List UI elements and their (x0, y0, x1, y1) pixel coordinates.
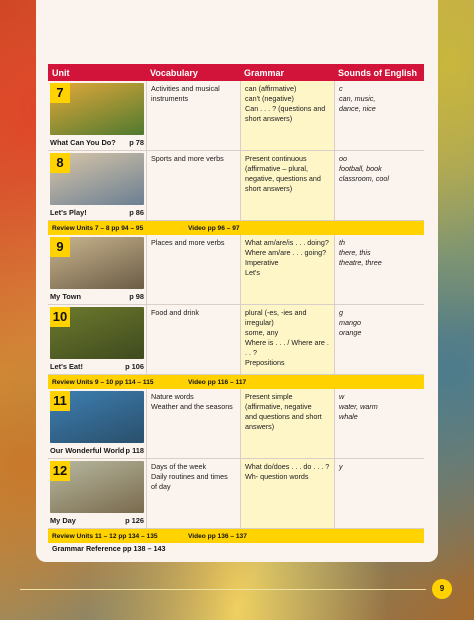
video-link[interactable]: Video pp 96 – 97 (188, 224, 240, 232)
grammar-line: short answers) (245, 184, 293, 193)
footer-line (20, 589, 426, 590)
grammar-cell (240, 389, 334, 458)
table-row (48, 81, 424, 151)
vocabulary-line: Weather and the seasons (151, 402, 233, 411)
vocabulary-line: instruments (151, 94, 189, 103)
vocabulary-cell (146, 151, 240, 220)
sounds-line: orange (339, 328, 362, 337)
header-vocabulary: Vocabulary (150, 67, 198, 78)
unit-title-text: Let's Eat! (50, 362, 83, 371)
table-header (48, 64, 424, 81)
vocabulary-cell (146, 305, 240, 374)
grammar-line: Wh- question words (245, 472, 309, 481)
unit-cell[interactable] (48, 81, 146, 150)
grammar-line: (affirmative, negative (245, 402, 312, 411)
grammar-line: Let's (245, 268, 260, 277)
grammar-line: Where is . . . / Where are . . . ? (245, 338, 329, 357)
vocabulary-cell (146, 459, 240, 528)
video-link[interactable]: Video pp 136 – 137 (188, 532, 247, 540)
header-grammar: Grammar (244, 67, 285, 78)
unit-title (50, 362, 144, 372)
vocabulary-line: of day (151, 482, 171, 491)
grammar-line: Can . . . ? (questions and (245, 104, 326, 113)
page-number: 9 (432, 579, 452, 599)
vocabulary-cell (146, 81, 240, 150)
sounds-line: c (339, 84, 343, 93)
vocabulary-line: Days of the week (151, 462, 207, 471)
review-bar[interactable] (48, 375, 424, 389)
grammar-line: irregular) (245, 318, 274, 327)
grammar-cell (240, 305, 334, 374)
grammar-line: short answers) (245, 114, 293, 123)
sounds-line: th (339, 238, 345, 247)
unit-number: 11 (50, 391, 70, 411)
sounds-line: classroom, cool (339, 174, 389, 183)
unit-page: p 78 (129, 138, 144, 147)
unit-title-text: What Can You Do? (50, 138, 116, 147)
vocabulary-line: Food and drink (151, 308, 199, 317)
unit-title (50, 138, 144, 148)
review-bar[interactable] (48, 529, 424, 543)
unit-page: p 98 (129, 292, 144, 301)
table-body (48, 81, 424, 543)
unit-title-text: My Day (50, 516, 76, 525)
sounds-cell (334, 151, 424, 220)
header-unit: Unit (52, 67, 70, 78)
sounds-line: y (339, 462, 343, 471)
sounds-line: dance, nice (339, 104, 376, 113)
header-sounds: Sounds of English (338, 67, 417, 78)
review-units-link[interactable]: Review Units 11 – 12 pp 134 – 135 (52, 532, 158, 540)
grammar-cell (240, 235, 334, 304)
unit-number: 7 (50, 83, 70, 103)
table-row (48, 151, 424, 221)
unit-cell[interactable] (48, 235, 146, 304)
sounds-line: w (339, 392, 345, 401)
grammar-line: Where am/are . . . going? (245, 248, 327, 257)
unit-page: p 118 (125, 446, 144, 455)
unit-page: p 86 (129, 208, 144, 217)
review-bar[interactable] (48, 221, 424, 235)
grammar-line: and questions and short (245, 412, 322, 421)
grammar-cell (240, 459, 334, 528)
sounds-cell (334, 459, 424, 528)
table-row (48, 235, 424, 305)
grammar-line: Prepositions (245, 358, 285, 367)
review-units-link[interactable]: Review Units 9 – 10 pp 114 – 115 (52, 378, 154, 386)
grammar-line: can (affirmative) (245, 84, 297, 93)
vocabulary-line: Daily routines and times (151, 472, 228, 481)
grammar-cell (240, 81, 334, 150)
vocabulary-line: Nature words (151, 392, 194, 401)
sounds-line: football, book (339, 164, 382, 173)
unit-title (50, 292, 144, 302)
sounds-cell (334, 305, 424, 374)
grammar-line: Present continuous (245, 154, 307, 163)
sounds-cell (334, 81, 424, 150)
unit-title-text: My Town (50, 292, 82, 301)
unit-title (50, 446, 144, 456)
unit-number: 9 (50, 237, 70, 257)
grammar-line: answers) (245, 422, 275, 431)
table-row (48, 305, 424, 375)
unit-cell[interactable] (48, 389, 146, 458)
sounds-line: water, warm (339, 402, 378, 411)
unit-title-text: Let's Play! (50, 208, 87, 217)
vocabulary-cell (146, 235, 240, 304)
grammar-line: Imperative (245, 258, 279, 267)
grammar-line: (affirmative – plural, (245, 164, 308, 173)
unit-number: 8 (50, 153, 70, 173)
sounds-line: there, this (339, 248, 371, 257)
grammar-line: What do/does . . . do . . . ? (245, 462, 330, 471)
sounds-line: can, music, (339, 94, 376, 103)
unit-title (50, 516, 144, 526)
vocabulary-line: Places and more verbs (151, 238, 225, 247)
vocabulary-cell (146, 389, 240, 458)
review-units-link[interactable]: Review Units 7 – 8 pp 94 – 95 (52, 224, 144, 232)
contents-table (48, 64, 424, 543)
grammar-line: plural (-es, -ies and (245, 308, 307, 317)
unit-page: p 106 (125, 362, 144, 371)
grammar-reference[interactable]: Grammar Reference pp 138 – 143 (52, 544, 166, 553)
video-link[interactable]: Video pp 116 – 117 (188, 378, 247, 386)
unit-cell[interactable] (48, 459, 146, 528)
vocabulary-line: Activities and musical (151, 84, 220, 93)
table-row (48, 389, 424, 459)
grammar-line: Present simple (245, 392, 293, 401)
vocabulary-line: Sports and more verbs (151, 154, 224, 163)
grammar-line: negative, questions and (245, 174, 321, 183)
unit-cell[interactable] (48, 305, 146, 374)
sounds-line: theatre, three (339, 258, 382, 267)
unit-page: p 126 (125, 516, 144, 525)
sounds-line: oo (339, 154, 347, 163)
unit-number: 10 (50, 307, 70, 327)
sounds-line: mango (339, 318, 361, 327)
unit-title (50, 208, 144, 218)
grammar-line: can't (negative) (245, 94, 294, 103)
grammar-line: some, any (245, 328, 279, 337)
unit-title-text: Our Wonderful World (50, 446, 125, 455)
grammar-cell (240, 151, 334, 220)
sounds-line: whale (339, 412, 358, 421)
sounds-cell (334, 389, 424, 458)
table-row (48, 459, 424, 529)
sounds-cell (334, 235, 424, 304)
grammar-line: What am/are/is . . . doing? (245, 238, 329, 247)
sounds-line: g (339, 308, 343, 317)
unit-number: 12 (50, 461, 70, 481)
unit-cell[interactable] (48, 151, 146, 220)
